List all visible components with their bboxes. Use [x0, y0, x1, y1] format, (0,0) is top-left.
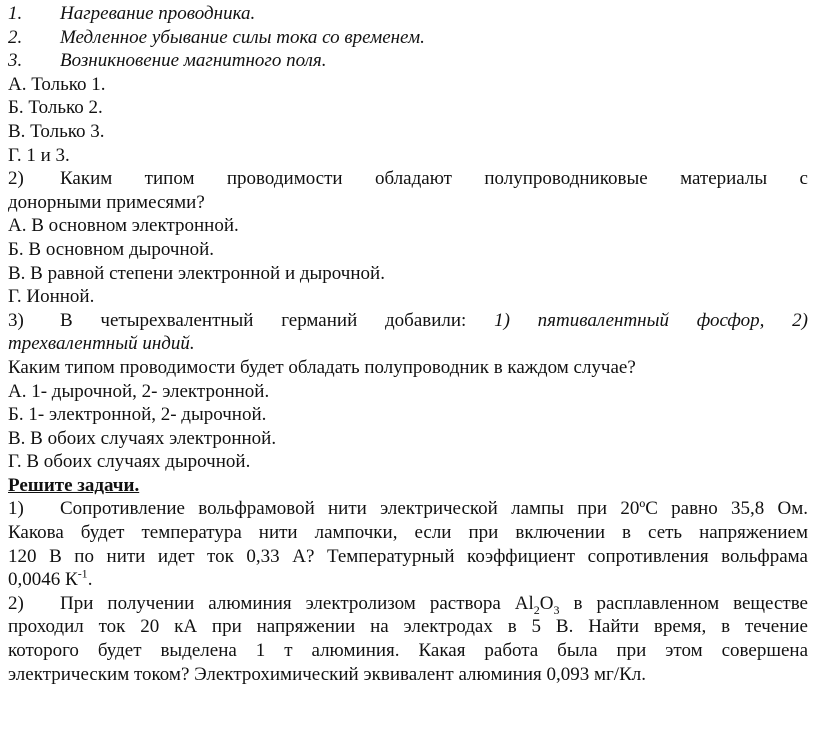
task1-line2: Какова будет температура нити лампочки, если при включении в сеть напряжением: [8, 522, 808, 544]
q3-question-line1: 3) В четырехвалентный германий добавили: 1) пятивалентный фосфор, 2): [8, 309, 808, 331]
q3-answer-b: Б. 1- электронной, 2- дырочной.: [8, 404, 267, 426]
q2-answer-b: Б. В основном дырочной.: [8, 238, 215, 260]
q1-answer-b: Б. Только 2.: [8, 97, 103, 119]
q3-answer-d: Г. В обоих случаях дырочной.: [8, 451, 251, 473]
task2-line3: которого будет выделена 1 т алюминия. Какая работа была при этом совершена: [8, 640, 808, 662]
q2-answer-c: В. В равной степени электронной и дырочной.: [8, 262, 385, 284]
tasks-heading: Решите задачи.: [8, 474, 140, 496]
task2-line4: электрическим током? Электрохимический эквивалент алюминия 0,093 мг/Кл.: [8, 663, 646, 685]
q2-answer-a: А. В основном электронной.: [8, 215, 239, 237]
q1-answer-c: В. Только 3.: [8, 120, 105, 142]
q2-question-line1: 2) Каким типом проводимости обладают полупроводниковые материалы с: [8, 168, 808, 190]
q3-answer-a: А. 1- дырочной, 2- электронной.: [8, 380, 270, 402]
task1-line1: 1) Сопротивление вольфрамовой нити электрической лампы при 20ºС равно 35,8 Ом.: [8, 498, 808, 520]
task1-line3: 120 В по нити идет ток 0,33 А? Температурный коэффициент сопротивления вольфрама: [8, 545, 808, 567]
q1-item-1: 1. Нагревание проводника.: [8, 3, 256, 24]
task1-line4: 0,0046 $К^{-1}$.: [8, 566, 93, 591]
q1-answer-d: Г. 1 и 3.: [8, 144, 70, 166]
task2-line1: 2) При получении алюминия электролизом раствора $Al_2O_3$ в расплавленном веществе: [8, 592, 808, 617]
q3-question-line3: Каким типом проводимости будет обладать полупроводник в каждом случае?: [8, 356, 636, 378]
q1-item-3: 3. Возникновение магнитного поля.: [8, 50, 327, 72]
q1-item-2: 2. Медленное убывание силы тока со временем.: [8, 26, 425, 48]
q3-answer-c: В. В обоих случаях электронной.: [8, 427, 277, 449]
q1-answer-a: А. Только 1.: [8, 73, 106, 95]
q3-question-line2: трехвалентный индий.: [8, 333, 195, 355]
task2-line2: проходил ток 20 кА при напряжении на электродах в 5 В. Найти время, в течение: [8, 616, 808, 638]
q2-answer-d: Г. Ионной.: [8, 286, 95, 308]
q2-question-line2: донорными примесями?: [8, 191, 205, 213]
